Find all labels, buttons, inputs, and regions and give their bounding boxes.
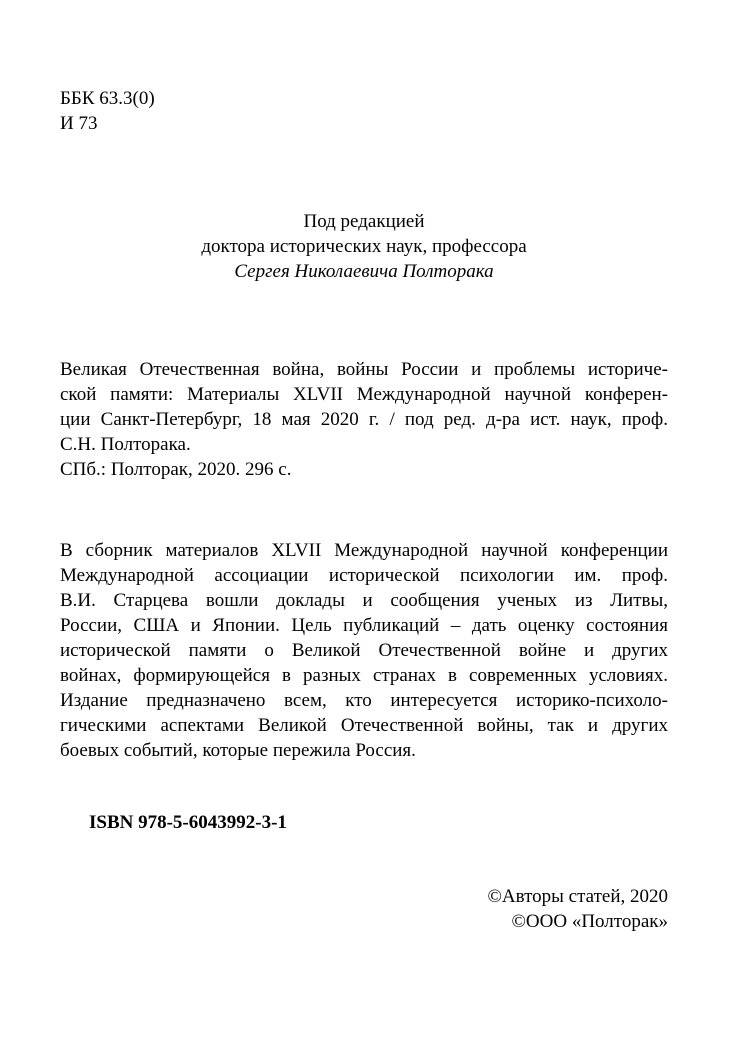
copyright-notice bbox=[487, 884, 668, 934]
bibliographic-record bbox=[60, 357, 668, 482]
annotation-line: боевых событий, которые пережила Россия. bbox=[60, 740, 416, 761]
annotation-line: исторической памяти о Великой Отечественной войне и других bbox=[60, 640, 668, 661]
editor-credit bbox=[60, 209, 668, 284]
annotation-line: Международной ассоциации исторической психологии им. проф. bbox=[60, 565, 668, 586]
author-mark: И 73 bbox=[60, 113, 98, 134]
annotation-line: России, США и Японии. Цель публикаций – дать оценку состояния bbox=[60, 615, 668, 636]
annotation-line: В.И. Старцева вошли доклады и сообщения ученых из Литвы, bbox=[60, 590, 668, 611]
bbk-code: ББК 63.3(0) bbox=[60, 88, 155, 109]
bib-line: ции Санкт-Петербург, 18 мая 2020 г. / под ред. д-ра ист. наук, проф. bbox=[60, 409, 668, 430]
annotation-line: Издание предназначено всем, кто интересуется историко-психоло- bbox=[60, 690, 668, 711]
copyright-authors: ©Авторы статей, 2020 bbox=[487, 886, 668, 907]
bib-line: ской памяти: Материалы XLVII Международной научной конферен- bbox=[60, 384, 668, 405]
annotation-line: В сборник материалов XLVII Международной научной конференции bbox=[60, 540, 668, 561]
bib-imprint: СПб.: Полторак, 2020. 296 с. bbox=[60, 459, 292, 480]
editor-heading: Под редакцией bbox=[303, 211, 425, 232]
editor-title: доктора исторических наук, профессора bbox=[201, 236, 527, 257]
bib-line: Великая Отечественная война, войны России и проблемы историче- bbox=[60, 359, 668, 380]
bib-line: С.Н. Полторака. bbox=[60, 434, 191, 455]
annotation-line: гическими аспектами Великой Отечественной войны, так и других bbox=[60, 715, 668, 736]
copyright-publisher: ©ООО «Полторак» bbox=[511, 911, 668, 932]
annotation-line: войнах, формирующейся в разных странах в современных условиях. bbox=[60, 665, 668, 686]
classification-codes bbox=[60, 86, 155, 136]
editor-name: Сергея Николаевича Полторака bbox=[234, 261, 494, 282]
isbn-number: ISBN 978-5-6043992-3-1 bbox=[89, 812, 287, 833]
annotation-paragraph bbox=[60, 538, 668, 763]
